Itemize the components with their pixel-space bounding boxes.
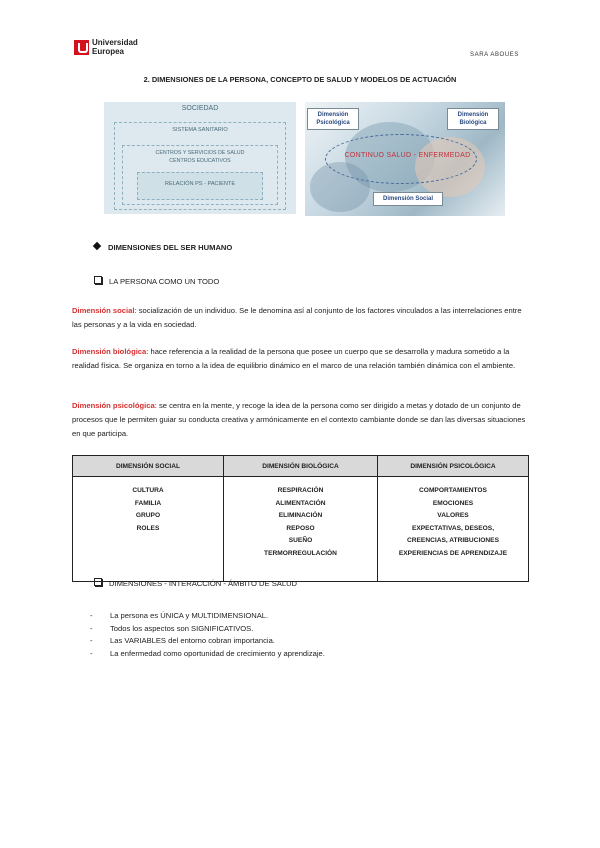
table-cell-item: RESPIRACIÓN [277, 487, 324, 494]
society-diagram [104, 102, 296, 214]
centros-educativos-label: CENTROS EDUCATIVOS [169, 158, 231, 164]
term-psicologica: Dimensión psicológica [72, 401, 155, 410]
dimensions-table [72, 455, 529, 582]
cell-biologica [224, 477, 378, 582]
section-heading-text: DIMENSIONES DEL SER HUMANO [108, 243, 233, 252]
dimension-psicologica-box: Dimensión Psicológica [307, 108, 359, 130]
dash-bullet: - [90, 636, 93, 645]
paragraph-social [72, 304, 532, 332]
dimension-social-box: Dimensión Social [373, 192, 443, 206]
table-cell-item: TERMORREGULACIÓN [264, 549, 337, 557]
subheading-interaccion [94, 578, 297, 588]
page-title: 2. DIMENSIONES DE LA PERSONA, CONCEPTO DE SALUD Y MODELOS DE ACTUACIÓN [143, 75, 457, 84]
subheading-text: DIMENSIONES - INTERACCIÓN - ÁMBITO DE SALUD [109, 579, 298, 588]
cell-social [73, 477, 224, 582]
sistema-box [114, 122, 286, 210]
centros-salud-label: CENTROS Y SERVICIOS DE SALUD [155, 150, 245, 156]
bullet-list [90, 610, 325, 660]
table-cell-item: GRUPO [135, 512, 161, 519]
logo-line2: Europea [92, 47, 125, 56]
checkbox-bullet-icon [94, 578, 102, 586]
relacion-label: RELACIÓN PS - PACIENTE [164, 181, 236, 187]
table-cell-item: ALIMENTACIÓN [275, 499, 326, 507]
table-header-row [73, 456, 529, 477]
author-name: SARA ABOUES [470, 52, 519, 58]
list-item [90, 610, 325, 623]
sistema-label: SISTEMA SANITARIO [172, 127, 228, 133]
dimensions-diagram [305, 102, 505, 216]
university-logo [74, 38, 138, 56]
table-cell-item: REPOSO [286, 524, 315, 532]
list-item [90, 635, 325, 648]
dash-bullet: - [90, 648, 93, 658]
list-item-text: La persona es ÚNICA y MULTIDIMENSIONAL. [110, 611, 269, 620]
centros-box [122, 145, 278, 205]
table-cell-item: VALORES [437, 512, 469, 519]
dimension-biologica-box: Dimensión Biológica [447, 108, 499, 130]
table-cell-item: COMPORTAMIENTOS [419, 487, 487, 494]
header-social: DIMENSIÓN SOCIAL [73, 456, 224, 477]
diamond-bullet-icon [93, 242, 101, 250]
table-cell-item: SUEÑO [288, 537, 313, 544]
list-item [90, 648, 325, 661]
list-item-text: La enfermedad como oportunidad de crecimiento y aprendizaje. [110, 648, 325, 658]
text-social: : socialización de un individuo. Se le denomina así al conjunto de los factores vinculados a las interrelaciones entre las personas y a la vida en sociedad. [72, 306, 522, 329]
continuo-label: CONTINUO SALUD - ENFERMEDAD [344, 152, 471, 159]
subheading-text: LA PERSONA COMO UN TODO [109, 277, 220, 286]
table-cell-item: CULTURA [132, 487, 164, 494]
paragraph-biologica [72, 345, 532, 373]
cell-psicologica [378, 477, 529, 582]
list-item-text: Las VARIABLES del entorno cobran importancia. [110, 636, 275, 645]
text-biologica: : hace referencia a la realidad de la persona que posee un cuerpo que se desarrolla y madura sometido a la realidad física. Se organiza en torno a la idea de equilibrio dinámico en el marco de una relación también dinámica con el ambiente. [72, 347, 516, 370]
table-cell-item: ELIMINACIÓN [278, 512, 323, 519]
centros-label [123, 149, 277, 165]
dash-bullet: - [90, 611, 93, 620]
paragraph-psicologica [72, 399, 532, 441]
header-biologica: DIMENSIÓN BIOLÓGICA [224, 456, 378, 477]
relacion-box [137, 172, 263, 200]
logo-line1: Universidad [92, 38, 138, 47]
table-cell-item: EXPECTATIVAS, DESEOS, [411, 524, 495, 532]
list-item-text: Todos los aspectos son SIGNIFICATIVOS. [110, 623, 254, 633]
logo-text [92, 38, 138, 56]
header-psicologica: DIMENSIÓN PSICOLÓGICA [378, 456, 529, 477]
table-cell-item: EXPERIENCIAS DE APRENDIZAJE [398, 549, 508, 557]
table-cell-item: CREENCIAS, ATRIBUCIONES [407, 537, 499, 544]
dash-bullet: - [90, 623, 93, 633]
table-cell-item: EMOCIONES [432, 499, 474, 507]
checkbox-bullet-icon [94, 276, 102, 284]
term-social: Dimensión social [72, 306, 135, 315]
text-psicologica: : se centra en la mente, y recoge la idea de la persona como ser dirigido a metas y dotado de un conjunto de procesos que le permiten guiar su conducta creativa y armónicamente en el contexto cambiante donde se dan las diversas situaciones en que participa. [72, 401, 526, 438]
table-cell-item: FAMILIA [134, 499, 162, 507]
subheading-persona [94, 276, 219, 286]
continuo-ellipse [325, 134, 477, 184]
section-heading-dimensiones [94, 243, 232, 252]
list-item [90, 623, 325, 636]
table-cell-item: ROLES [136, 524, 160, 532]
sociedad-label: SOCIEDAD [181, 105, 219, 112]
table-row [73, 477, 529, 582]
logo-mark-icon [74, 40, 89, 55]
term-biologica: Dimensión biológica [72, 347, 147, 356]
